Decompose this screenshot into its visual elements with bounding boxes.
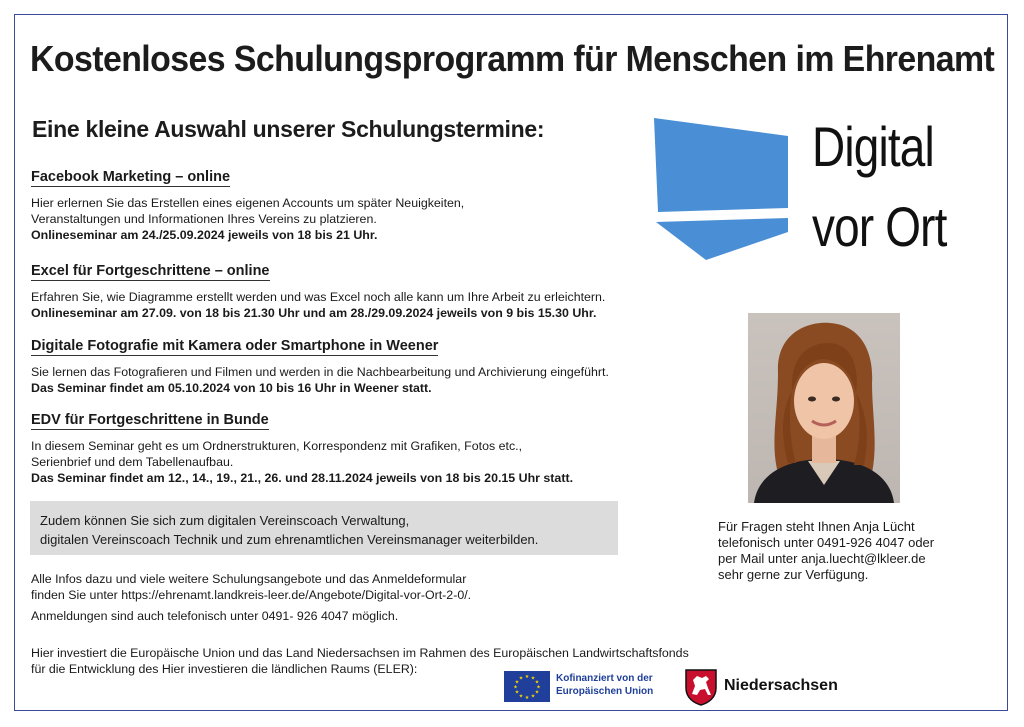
subtitle: Eine kleine Auswahl unserer Schulungstermine: [32,116,545,142]
svg-text:★: ★ [518,675,524,682]
course-edv [31,411,573,486]
contact-line: Für Fragen steht Ihnen Anja Lücht [718,519,915,534]
logo-word-digital: Digital [812,115,934,178]
course-desc-line: Serienbrief und dem Tabellenaufbau. [31,455,234,469]
contact-line: telefonisch unter 0491-926 4047 oder [718,535,935,550]
svg-text:★: ★ [530,675,536,682]
note-line: digitalen Vereinscoach Technik und zum ehrenamtlichen Vereinsmanager weiterbilden. [40,532,539,547]
course-description [31,438,573,486]
course-desc-line: Hier erlernen Sie das Erstellen eines eigenen Accounts um später Neuigkeiten, [31,196,465,210]
course-title: Facebook Marketing – online [31,169,231,185]
contact-email: per Mail unter anja.luecht@lkleer.de [718,551,926,566]
info-line: Alle Infos dazu und viele weitere Schulungsangebote und das Anmeldeformular [31,572,467,586]
course-excel [31,262,605,321]
course-dates: Onlineseminar am 27.09. von 18 bis 21.30 Uhr und am 28./29.09.2024 jeweils von 9 bis 15.30 Uhr. [31,306,597,320]
course-fotografie [31,337,609,396]
course-desc-line: Erfahren Sie, wie Diagramme erstellt werden und was Excel noch alle kann um Ihre Arbeit zu erleichtern. [31,290,606,304]
course-facebook [31,168,464,243]
logo-word-vor-ort: vor Ort [812,195,947,258]
eu-logo-line: Europäischen Union [556,686,654,697]
course-desc-line: Veranstaltungen und Informationen Ihres Vereins zu platzieren. [31,212,377,226]
contact-line: sehr gerne zur Verfügung. [718,567,869,582]
svg-text:★: ★ [534,689,540,696]
digital-vor-ort-logo [812,116,976,258]
contact-block [718,519,934,583]
eu-logo-text [556,672,653,698]
course-title: EDV für Fortgeschrittene in Bunde [31,412,269,428]
logo-keyboard-shape [656,218,788,260]
funding-line: für die Entwicklung des Hier investieren die ländlichen Raums (ELER): [31,662,418,676]
course-desc-line: In diesem Seminar geht es um Ordnerstrukturen, Korrespondenz mit Grafiken, Fotos etc., [31,439,523,453]
course-description [31,364,609,396]
eu-logo-line: Kofinanziert von der [556,673,653,684]
funding-line: Hier investiert die Europäische Union und das Land Niedersachsen im Rahmen des Europäischen Landwirtschaftsfonds [31,646,689,660]
info-line: finden Sie unter https://ehrenamt.landkreis-leer.de/Angebote/Digital-vor-Ort-2-0/. [31,588,472,602]
svg-text:★: ★ [513,684,518,691]
svg-text:★: ★ [514,689,520,696]
note-box [30,501,618,555]
niedersachsen-logo-text: Niedersachsen [724,677,838,694]
info-block [31,571,471,624]
digital-vor-ort-logo-graphic [648,114,798,264]
svg-text:★: ★ [524,674,530,680]
course-title: Digitale Fotografie mit Kamera oder Smartphone in Weener [31,338,439,354]
svg-text:★: ★ [530,693,536,700]
note-line: Zudem können Sie sich zum digitalen Vereinscoach Verwaltung, [40,513,410,528]
svg-text:★: ★ [518,693,524,700]
portrait-image [748,313,900,503]
svg-text:★: ★ [514,679,520,686]
course-dates: Das Seminar findet am 05.10.2024 von 10 bis 16 Uhr in Weener statt. [31,381,432,395]
course-description [31,195,464,243]
main-title: Kostenloses Schulungsprogramm für Menschen im Ehrenamt [30,38,995,79]
course-dates: Das Seminar findet am 12., 14., 19., 21., 26. und 28.11.2024 jeweils von 18 bis 20.15 Uhr statt. [31,471,574,485]
course-title: Excel für Fortgeschrittene – online [31,263,270,279]
eu-flag-icon [504,671,550,702]
course-desc-line: Sie lernen das Fotografieren und Filmen und werden in die Nachbearbeitung und Archivierung eingeführt. [31,365,609,379]
niedersachsen-coat-of-arms-icon [684,668,718,706]
svg-text:★: ★ [524,695,530,701]
logo-screen-shape [654,118,788,212]
info-line: Anmeldungen sind auch telefonisch unter 0491- 926 4047 möglich. [31,609,399,623]
course-dates: Onlineseminar am 24./25.09.2024 jeweils von 18 bis 21 Uhr. [31,228,378,242]
contact-person-photo [748,313,900,503]
svg-text:★: ★ [536,684,541,691]
svg-text:★: ★ [534,679,540,686]
course-description [31,289,605,321]
